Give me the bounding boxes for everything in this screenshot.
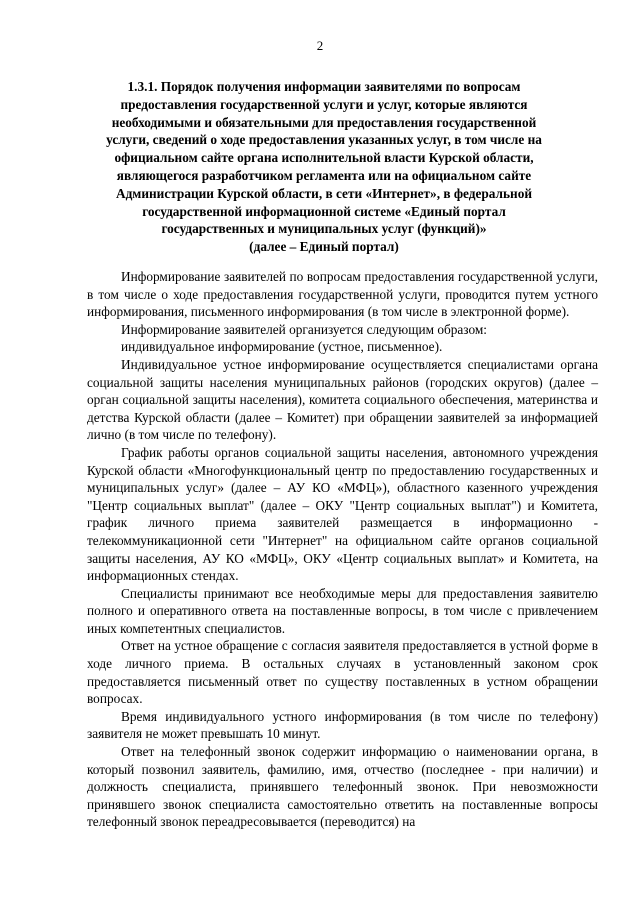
paragraph: График работы органов социальной защиты населения, автономного учреждения Курской области «Многофункциональный центр по предоставлению государственных и муниципальных услуг» (далее – АУ КО «МФЦ»), областного казенного учреждения "Центр социальных выплат" (далее – ОКУ "Центр социальных выплат") и Комитета, график личного приема заявителей размещается в информационно - телекоммуникационной сети "Интернет" на официальном сайте органов социальной защиты населения, АУ КО «МФЦ», ОКУ «Центр социальных выплат» и Комитета, на информационных стендах. xyxy=(87,444,598,584)
paragraph: индивидуальное информирование (устное, письменное). xyxy=(121,339,443,355)
heading-line: 1.3.1. Порядок получения информации заявителями по вопросам xyxy=(127,79,521,94)
paragraph: Время индивидуального устного информирования (в том числе по телефону) заявителя не может превышать 10 минут. xyxy=(87,708,598,742)
heading-line: услуги, сведений о ходе предоставления указанных услуг, в том числе на xyxy=(106,132,542,148)
paragraph: Ответ на устное обращение с согласия заявителя предоставляется в устной форме в ходе личного приема. В остальных случаях в установленный законом срок предоставляется письменный ответ по существу поставленных в устном обращении вопросах. xyxy=(87,638,598,707)
heading-line: Администрации Курской области, в сети «Интернет», в федеральной xyxy=(115,185,533,201)
heading-line: государственной информационной системе «Единый портал xyxy=(142,203,506,219)
heading-line: являющегося разработчиком регламента или на официальном сайте xyxy=(116,167,532,183)
heading-line: официальном сайте органа исполнительной власти Курской области, xyxy=(114,150,534,166)
paragraph: Индивидуальное устное информирование осуществляется специалистами органа социальной защиты населения муниципальных районов (городских округов) (далее – орган социальной защиты населения), комитета социального обеспечения, материнства и детства Курской области (далее – Комитет) при обращении заявителей за информацией лично (в том числе по телефону). xyxy=(87,356,598,443)
heading-line: государственных и муниципальных услуг (функций)» xyxy=(161,221,487,237)
paragraph: Специалисты принимают все необходимые меры для предоставления заявителю полного и оперативного ответа на поставленные вопросы, в том числе с привлечением иных компетентных специалистов. xyxy=(87,585,598,636)
heading-line: (далее – Единый портал) xyxy=(249,239,399,255)
paragraph: Информирование заявителей организуется следующим образом: xyxy=(121,321,487,337)
page-number: 2 xyxy=(316,38,324,53)
paragraph: Ответ на телефонный звонок содержит информацию о наименовании органа, в который позвонил заявитель, фамилию, имя, отчество (последнее - при наличии) и должность специалиста, принявшего телефонный звонок. При невозможности принявшего звонок специалиста самостоятельно ответить на поставленные вопросы телефонный звонок переадресовывается (переводится) на xyxy=(87,744,598,830)
heading-line: необходимыми и обязательными для предоставления государственной xyxy=(111,114,537,130)
body-text xyxy=(87,268,598,831)
paragraph: Информирование заявителей по вопросам предоставления государственной услуги, в том числе о ходе предоставления государственной услуги, проводится путем устного информирования, письменного информирования (в том числе в электронной форме). xyxy=(87,269,598,320)
section-heading xyxy=(78,78,570,256)
heading-line: предоставления государственной услуги и услуг, которые являются xyxy=(120,96,528,112)
